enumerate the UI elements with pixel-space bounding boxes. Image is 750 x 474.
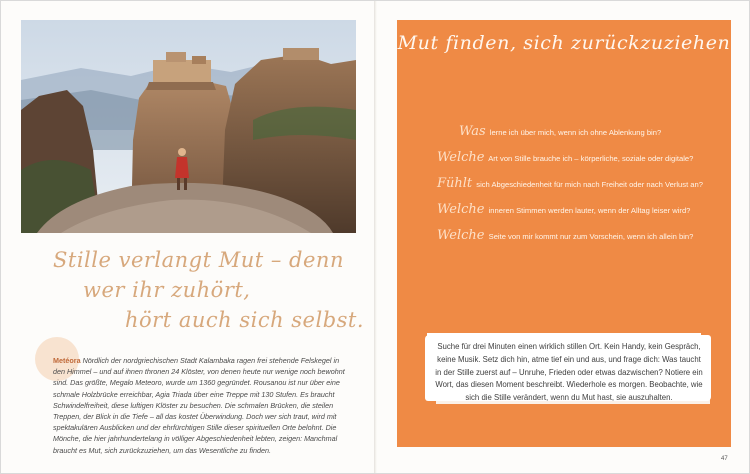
question-item	[437, 202, 727, 228]
page-gutter	[374, 1, 377, 473]
question-first-word: Welche	[437, 202, 485, 217]
question-list	[437, 124, 727, 254]
question-first-word: Was	[459, 124, 486, 139]
question-item	[437, 124, 727, 150]
question-rest: lerne ich über mich, wenn ich ohne Ablenkung bin?	[489, 128, 662, 137]
caption-lead: Metéora	[53, 356, 81, 365]
page-number: 47	[721, 456, 728, 462]
exercise-prompt-text: Suche für drei Minuten einen wirklich stillen Ort. Kein Handy, kein Gespräch, keine Musik. Setz dich hin, atme tief ein und aus, und frage dich: Was taucht in der Stille zuerst auf – Unruhe, Frieden oder etwas dazwischen? Notiere ein Wort, das diesen Moment beschreibt. Wiederhole es morgen. Beobachte, wie sich die Stille verändert, wenn du Mut hast, sie auszuhalten.	[435, 342, 703, 403]
question-rest: sich Abgeschiedenheit für mich nach Freiheit oder nach Verlust an?	[476, 180, 703, 189]
question-rest: Art von Stille brauche ich – körperliche, soziale oder digitale?	[488, 154, 694, 163]
photo-caption	[53, 355, 353, 456]
question-rest: inneren Stimmen werden lauter, wenn der Alltag leiser wird?	[488, 206, 691, 215]
question-item	[437, 150, 727, 176]
exercise-prompt-box	[431, 335, 705, 401]
question-rest: Seite von mir kommt nur zum Vorschein, wenn ich allein bin?	[488, 232, 694, 241]
quote-line-1: Stille verlangt Mut – denn	[53, 248, 344, 272]
question-item	[437, 176, 727, 202]
quote-line-2: wer ihr zuhört,	[83, 278, 251, 302]
pull-quote	[21, 245, 365, 335]
quote-line-3: hört auch sich selbst.	[125, 308, 365, 332]
question-first-word: Welche	[437, 150, 485, 165]
question-first-word: Fühlt	[437, 176, 473, 191]
caption-text: Nördlich der nordgriechischen Stadt Kalambaka ragen frei stehende Felskegel in den Himmel – und auf ihnen thronen 24 Klöster, von denen heute nur wenige noch bewohnt sind. Das größte, Megalo Meteoro, wurde um 1360 gegründet. Rousanou ist nur über eine schmale Holzbrücke erreichbar, Agia Triada über eine Treppe mit 130 Stufen. Es braucht Schwindelfreiheit, diese luftigen Klöster zu besuchen. Die schmalen Brücken, die steilen Treppen, der Blick in die Tiefe – all das kostet Überwindung. Doch wer sich traut, wird mit spektakulären Ausblicken und der ehrfürchtigen Stille dieser spirituellen Orte belohnt. Die Mönche, die hier jahrhundertelang in völliger Abgeschiedenheit lebten, zeigen: Manchmal braucht es Mut, sich zurückzuziehen, um das Wesentliche zu finden.	[53, 356, 345, 455]
meteora-photo	[21, 20, 356, 233]
panel-heading: Mut finden, sich zurückzuziehen	[397, 32, 731, 54]
question-item	[437, 228, 727, 254]
question-first-word: Welche	[437, 228, 485, 243]
